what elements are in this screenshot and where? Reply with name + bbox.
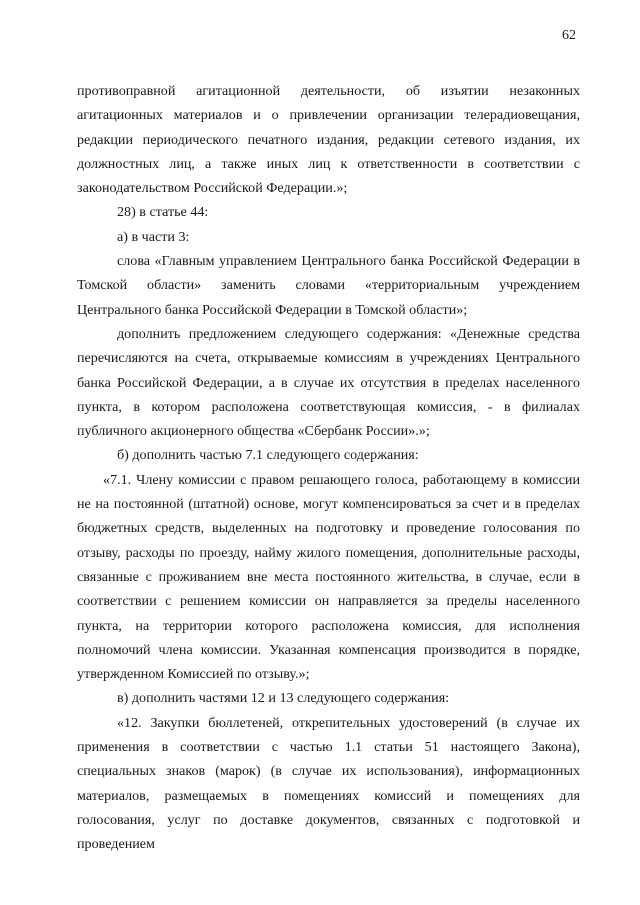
paragraph: б) дополнить частью 7.1 следующего содержания: <box>117 447 419 464</box>
document-body <box>77 79 580 857</box>
paragraph: а) в части 3: <box>117 228 190 245</box>
paragraph: противоправной агитационной деятельности, об изъятии незаконных агитационных материалов и о привлечении организации телерадиовещания, редакции периодического печатного издания, редакции сетевого издания, их должностных лиц, а также иных лиц к ответственности в соответствии с законодательством Российской Федерации.»; <box>77 83 580 197</box>
paragraph: 28) в статье 44: <box>117 204 209 221</box>
paragraph: в) дополнить частями 12 и 13 следующего содержания: <box>117 690 450 707</box>
page-number: 62 <box>562 28 576 43</box>
paragraph: «12. Закупки бюллетеней, открепительных удостоверений (в случае их применения в соответствии с частью 1.1 статьи 51 настоящего Закона), специальных знаков (марок) (в случае их использования), информационных материалов, размещаемых в помещениях комиссий и помещениях для голосования, услуг по доставке документов, связанных с подготовкой и проведением <box>77 714 580 853</box>
paragraph: «7.1. Члену комиссии с правом решающего голоса, работающему в комиссии не на постоянной (штатной) основе, могут компенсироваться за счет и в пределах бюджетных средств, выделенных на подготовку и проведение голосования по отзыву, расходы по проезду, найму жилого помещения, дополнительные расходы, связанные с проживанием вне места постоянного жительства, в случае, если в соответствии с решением комиссии он направляется за пределы населенного пункта, на территории которого расположена комиссия, для исполнения полномочий члена комиссии. Указанная компенсация производится в порядке, утвержденном Комиссией по отзыву.»; <box>77 471 580 683</box>
paragraph: дополнить предложением следующего содержания: «Денежные средства перечисляются на счета, открываемые комиссиям в учреждениях Центрального банка Российской Федерации, а в случае их отсутствия в пределах населенного пункта, в котором расположена соответствующая комиссия, - в филиалах публичного акционерного общества «Сбербанк России».»; <box>77 325 580 440</box>
paragraph: слова «Главным управлением Центрального банка Российской Федерации в Томской области» заменить словами «территориальным учреждением Центрального банка Российской Федерации в Томской области»; <box>77 253 580 318</box>
